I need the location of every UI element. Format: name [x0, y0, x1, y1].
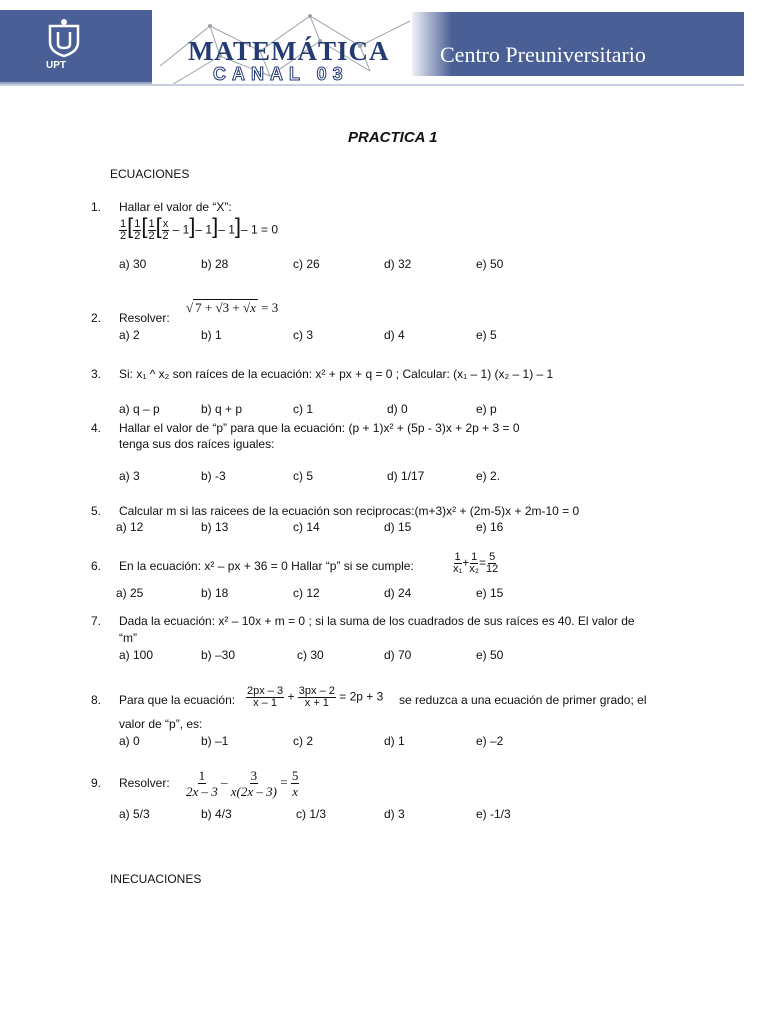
brand-subtitle: CANAL 03	[213, 64, 349, 84]
q1-equation: $\frac{1}{2}$ [ $\frac{1}{2}$ [ $\frac{1}{2}$ [ $\frac{x}{2}$ – 1]– 1]– 1]– 1 = 0	[120, 213, 279, 242]
q6-option-c: c) 12	[293, 586, 320, 600]
q7-option-c: c) 30	[297, 648, 324, 662]
q4-option-e: e) 2.	[476, 469, 501, 483]
q6-text: En la ecuación: x² – px + 36 = 0 Hallar “p” si se cumple:	[119, 559, 414, 573]
q3-option-d: d) 0	[387, 402, 408, 416]
q5-option-e: e) 16	[476, 520, 504, 534]
sqrt-icon: √	[186, 300, 194, 315]
q8-option-d: d) 1	[384, 734, 405, 748]
q8-option-a: a) 0	[119, 734, 140, 748]
q2-number: 2.	[91, 311, 102, 325]
q8-option-c: c) 2	[293, 734, 314, 748]
q1-text: Hallar el valor de “X”:	[119, 200, 232, 214]
q5-option-b: b) 13	[201, 520, 229, 534]
q6-number: 6.	[91, 559, 102, 573]
q4-option-d: d) 1/17	[387, 469, 425, 483]
q5-option-d: d) 15	[384, 520, 412, 534]
q7-option-b: b) –30	[201, 648, 236, 662]
q2-option-e: e) 5	[476, 328, 497, 342]
q9-equation: $\frac{1}{2x - 3}$ – $\frac{3}{x(2x - 3)}$ = $\frac{5}{x}$	[186, 768, 299, 799]
q9-number: 9.	[91, 776, 102, 790]
q6-option-d: d) 24	[384, 586, 412, 600]
q6-equation: $\frac{1}{\text{x₁}}$ + $\frac{1}{\text{x₂}}$ = $\frac{5}{12}$	[453, 551, 499, 575]
q2-option-b: b) 1	[201, 328, 222, 342]
q7-text-line2: “m”	[119, 631, 137, 645]
q8-text-after: se reduzca a una ecuación de primer grado; el	[399, 693, 647, 707]
q5-text: Calcular m si las raicees de la ecuación son reciprocas:(m+3)x² + (2m-5)x + 2m-10 = 0	[119, 504, 580, 518]
q1-number: 1.	[91, 200, 102, 214]
q4-number: 4.	[91, 421, 102, 435]
q2-option-d: d) 4	[384, 328, 405, 342]
q9-option-d: d) 3	[384, 807, 405, 821]
centro-title: Centro Preuniversitario	[440, 42, 646, 67]
q3-number: 3.	[91, 367, 102, 381]
q8-option-e: e) –2	[476, 734, 504, 748]
brand-title: MATEMÁTICA	[188, 36, 390, 66]
q9-option-e: e) -1/3	[476, 807, 511, 821]
q6-option-b: b) 18	[201, 586, 229, 600]
q2-option-a: a) 2	[119, 328, 140, 342]
q2-text: Resolver:	[119, 311, 170, 325]
q4-option-c: c) 5	[293, 469, 314, 483]
q9-option-a: a) 5/3	[119, 807, 150, 821]
section-ecuaciones: ECUACIONES	[110, 167, 190, 181]
section-inecuaciones: INECUACIONES	[110, 872, 202, 886]
q5-number: 5.	[91, 504, 102, 518]
q3-option-a: a) q – p	[119, 402, 160, 416]
q8-text: Para que la ecuación:	[119, 693, 236, 707]
q5-option-c: c) 14	[293, 520, 320, 534]
upt-shield-logo	[46, 18, 82, 58]
q1-option-a: a) 30	[119, 257, 147, 271]
q9-option-c: c) 1/3	[296, 807, 327, 821]
q3-option-e: e) p	[476, 402, 497, 416]
q3-option-b: b) q + p	[201, 402, 243, 416]
logo-text: UPT	[46, 60, 66, 71]
q1-option-b: b) 28	[201, 257, 229, 271]
q6-option-e: e) 15	[476, 586, 504, 600]
q4-option-a: a) 3	[119, 469, 140, 483]
q4-option-b: b) -3	[201, 469, 226, 483]
q4-text-line2: tenga sus dos raíces iguales:	[119, 437, 275, 451]
q3-text: Si: x₁ ^ x₂ son raíces de la ecuación: x² + px + q = 0 ; Calcular: (x₁ – 1) (x₂ – 1) – 1	[119, 367, 554, 381]
q7-option-d: d) 70	[384, 648, 412, 662]
q8-option-b: b) –1	[201, 734, 229, 748]
q1-option-e: e) 50	[476, 257, 504, 271]
header-divider	[0, 84, 744, 86]
q8-number: 8.	[91, 693, 102, 707]
q6-option-a: a) 25	[116, 586, 144, 600]
page-title: PRACTICA 1	[348, 129, 438, 146]
q2-option-c: c) 3	[293, 328, 314, 342]
q1-option-d: d) 32	[384, 257, 412, 271]
q5-option-a: a) 12	[116, 520, 144, 534]
q1-option-c: c) 26	[293, 257, 320, 271]
q2-radical-equation: √ 7 + √3 + √x = 3	[186, 300, 279, 315]
q8-equation: $\frac{2px - 3}{x - 1}$ + $\frac{3px - 2}{x + 1}$ = 2p + 3	[247, 685, 384, 709]
q3-option-c: c) 1	[293, 402, 314, 416]
q9-option-b: b) 4/3	[201, 807, 232, 821]
q4-text: Hallar el valor de “p” para que la ecuación: (p + 1)x² + (5p - 3)x + 2p + 3 = 0	[119, 421, 520, 435]
q7-text: Dada la ecuación: x² – 10x + m = 0 ; si la suma de los cuadrados de sus raíces es 40. El valor de	[119, 614, 635, 628]
q9-text: Resolver:	[119, 776, 170, 790]
q7-number: 7.	[91, 614, 102, 628]
q7-option-a: a) 100	[119, 648, 154, 662]
q8-text-line2: valor de “p”, es:	[119, 717, 203, 731]
q7-option-e: e) 50	[476, 648, 504, 662]
